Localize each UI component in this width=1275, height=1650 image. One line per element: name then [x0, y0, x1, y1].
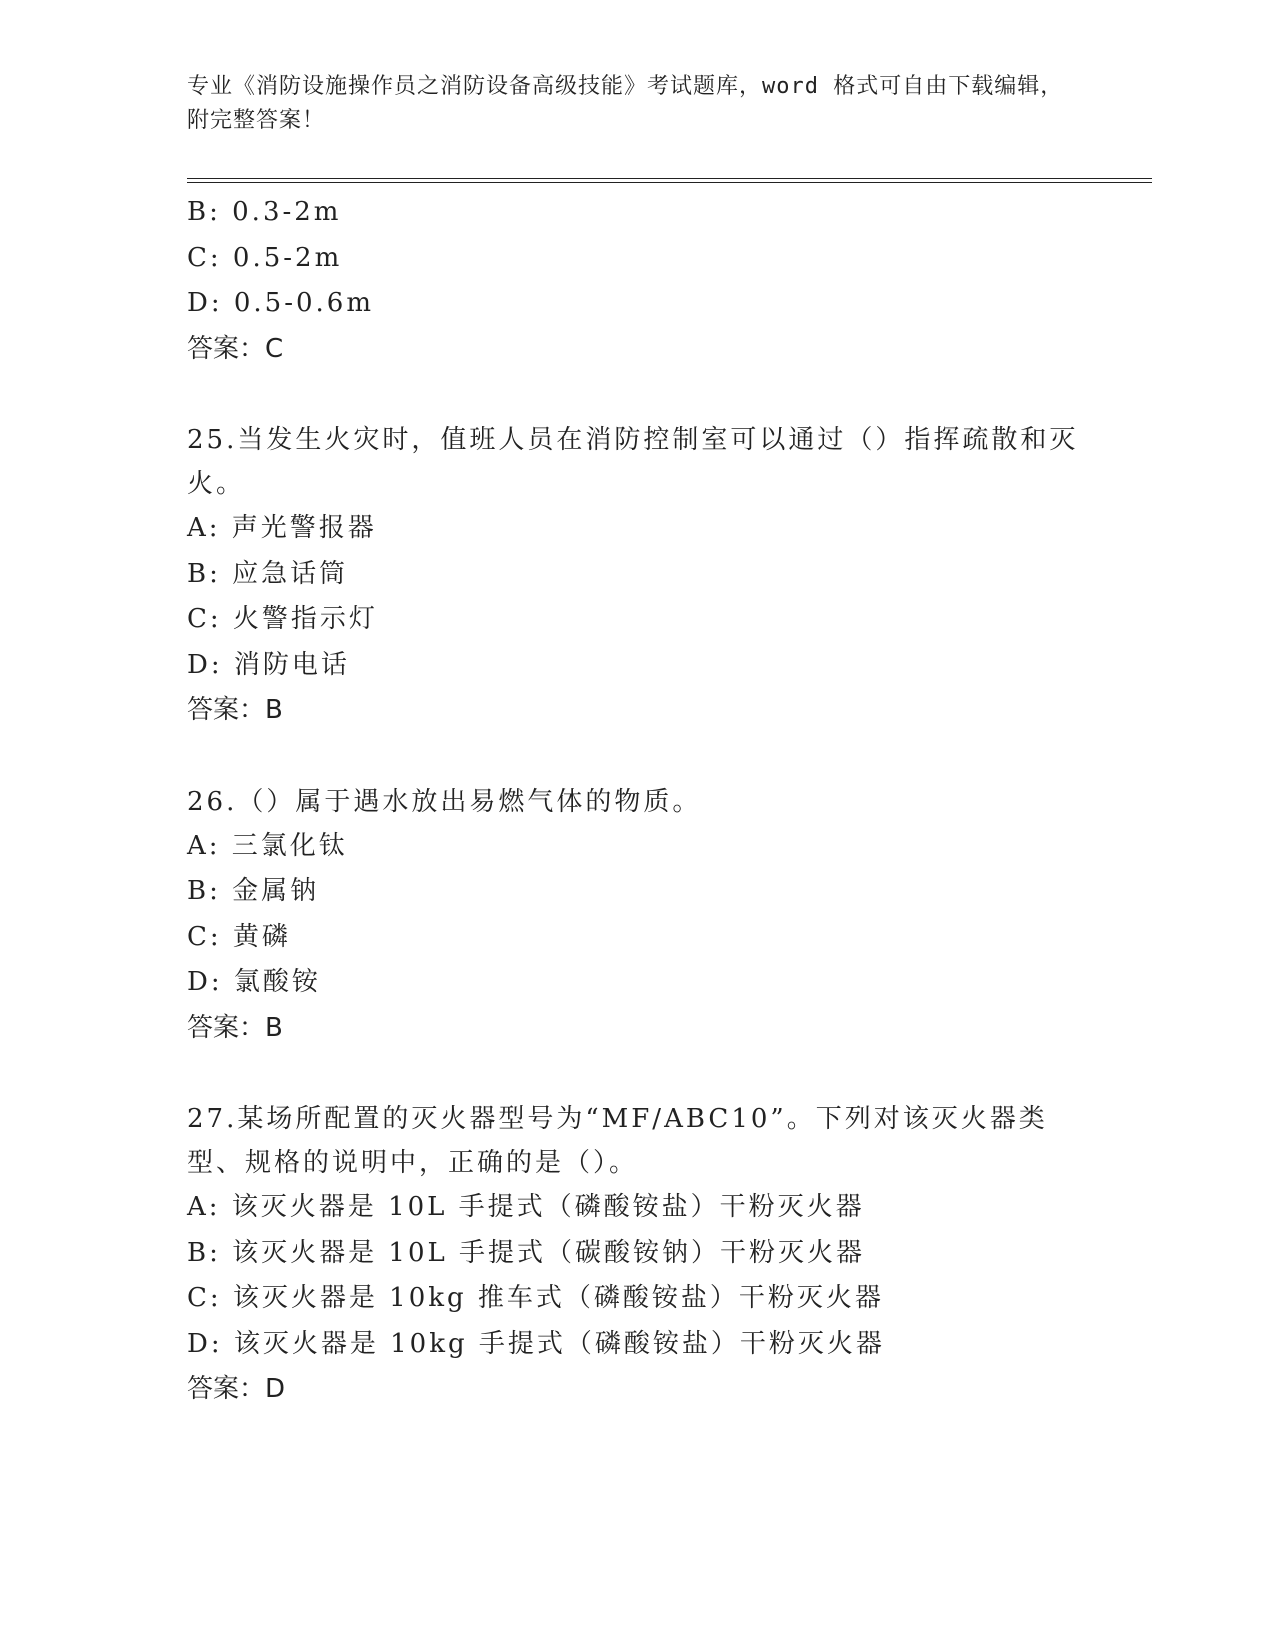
option-c: C: 0.5-2m [187, 242, 343, 273]
option-a: A: 声光警报器 [187, 513, 377, 543]
option-d: D: 氯酸铵 [187, 967, 321, 997]
previous-question-tail [187, 190, 1087, 372]
option-c: C: 黄磷 [187, 921, 291, 952]
option-c: C: 该灭火器是 10kg 推车式（磷酸铵盐）干粉灭火器 [187, 1283, 884, 1313]
spacer [187, 372, 1087, 418]
question-25 [187, 418, 1087, 734]
option-c: C: 火警指示灯 [187, 604, 378, 634]
question-27 [187, 1097, 1087, 1413]
header-divider-top [187, 178, 1152, 179]
answer-line: 答案：B [187, 695, 283, 725]
spacer [187, 1051, 1087, 1097]
option-d: D: 该灭火器是 10kg 手提式（磷酸铵盐）干粉灭火器 [187, 1328, 885, 1359]
answer-line: 答案：B [187, 1012, 283, 1043]
spacer [187, 734, 1087, 780]
answer-line: 答案：C [187, 333, 284, 364]
option-a: A: 三氯化钛 [187, 830, 348, 861]
option-d: D: 0.5-0.6m [187, 288, 375, 318]
answer-line: 答案：D [187, 1374, 286, 1404]
option-a: A: 该灭火器是 10L 手提式（磷酸铵盐）干粉灭火器 [187, 1192, 865, 1222]
option-b: B: 应急话筒 [187, 558, 349, 589]
document-header: 专业《消防设施操作员之消防设备高级技能》考试题库，word 格式可自由下载编辑，附完整答案！ [187, 74, 1064, 133]
option-b: B: 金属钠 [187, 876, 320, 906]
question-list [187, 190, 1087, 1413]
header-divider-bottom [187, 182, 1152, 183]
option-d: D: 消防电话 [187, 649, 350, 680]
option-b: B: 0.3-2m [187, 197, 342, 227]
question-stem: 26.（）属于遇水放出易燃气体的物质。 [187, 786, 702, 817]
option-b: B: 该灭火器是 10L 手提式（碳酸铵钠）干粉灭火器 [187, 1237, 866, 1268]
question-stem: 25.当发生火灾时，值班人员在消防控制室可以通过（）指挥疏散和灭火。 [187, 425, 1079, 499]
question-26 [187, 780, 1087, 1052]
question-stem: 27.某场所配置的灭火器型号为“MF/ABC10”。下列对该灭火器类型、规格的说明中，正确的是（）。 [187, 1104, 1048, 1178]
